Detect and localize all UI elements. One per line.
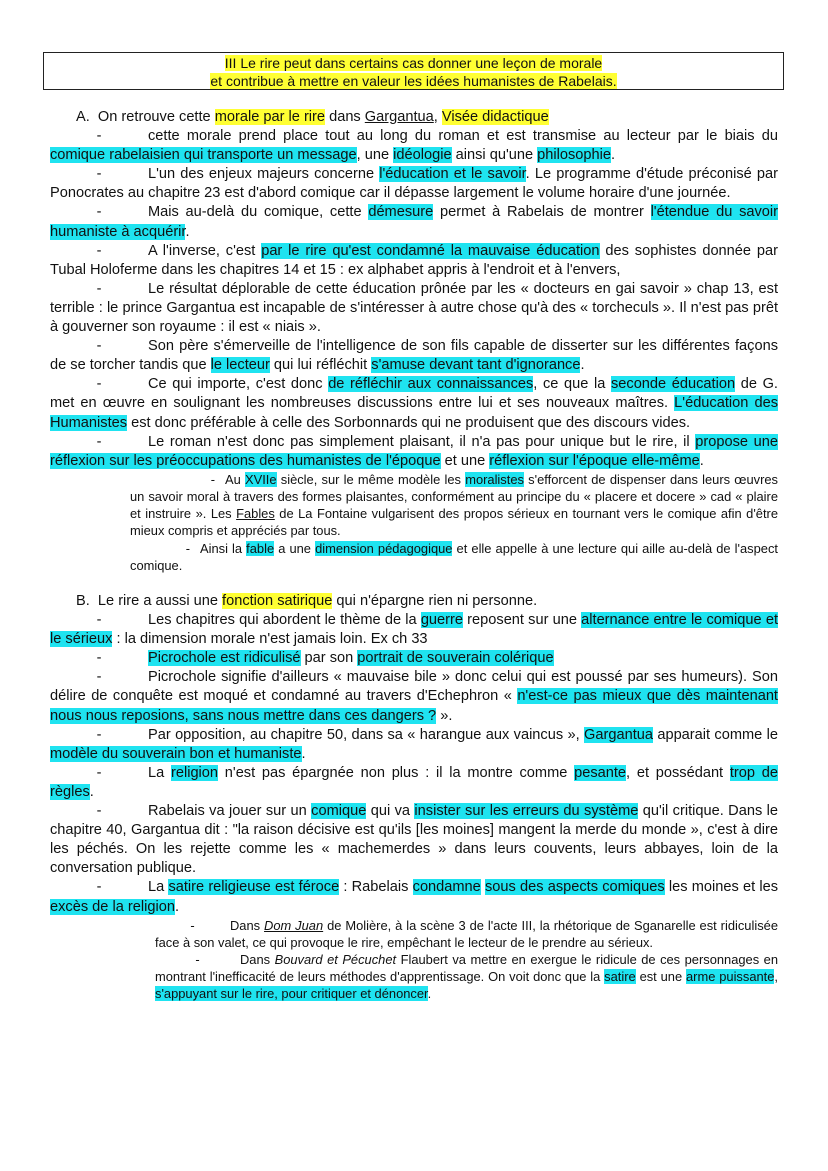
paragraph-a7: - Ce qui importe, c'est donc de réfléchir aux connaissances, ce que la seconde éducation de G. met en œuvre en soulignant les nombreuses discussions entre lui et ses nouveaux maîtres. L'éducation des Humanistes est donc préférable à celle des Sorbonnards qui ne produisent que des discours vides. <box>50 376 779 431</box>
section-title-box <box>43 52 784 90</box>
document-body <box>50 108 778 1003</box>
paragraph-a2: - L'un des enjeux majeurs concerne l'éducation et le savoir. Le programme d'étude préconisé par Ponocrates au chapitre 23 est d'abord comique car il dépasse largement le volume horaire d'une journée. <box>50 166 779 202</box>
paragraph-b4: - Par opposition, au chapitre 50, dans sa « harangue aux vaincus », Gargantua apparait comme le modèle du souverain bon et humaniste. <box>50 726 778 762</box>
subnote-a2: - Ainsi la fable a une dimension pédagogique et elle appelle à une lecture qui aille au-delà de l'aspect comique. <box>130 540 778 573</box>
paragraph-a1: - cette morale prend place tout au long du roman et est transmise au lecteur par le biais du comique rabelaisien qui transporte un message, une idéologie ainsi qu'une philosophie. <box>50 128 778 164</box>
paragraph-a8: - Le roman n'est donc pas simplement plaisant, il n'a pas pour unique but le rire, il propose une réflexion sur les préoccupations des humanistes de l'époque et une réflexion sur l'époque elle-même. <box>50 433 778 469</box>
paragraph-b1: - Les chapitres qui abordent le thème de la guerre reposent sur une alternance entre le comique et le sérieux : la dimension morale n'est jamais loin. Ex ch 33 <box>50 612 778 648</box>
section-b-heading: B. Le rire a aussi une fonction satirique qui n'épargne rien ni personne. <box>76 593 538 609</box>
paragraph-b6: - Rabelais va jouer sur un comique qui va insister sur les erreurs du système qu'il critique. Dans le chapitre 40, Gargantua dit : "la raison décisive est qu'ils [les moines] mangent la merde du monde », c'est à dire les péchés. On les rejette comme les « machemerdes » dans leurs couvents, leurs abbayes, loin de la conversation publique. <box>50 803 778 877</box>
paragraph-b2: - Picrochole est ridiculisé par son portrait de souverain colérique <box>96 650 554 667</box>
paragraph-a5: - Le résultat déplorable de cette éducation prônée par les « docteurs en gai savoir » chap 13, est terrible : le prince Gargantua est incapable de s'intéresser à autre chose qu'à des « torcheculs ». Il n'est pas prêt à gouverner son royaume : il est « niais ». <box>50 280 778 336</box>
paragraph-b3: - Picrochole signifie d'ailleurs « mauvaise bile » donc celui qui est poussé par ses humeurs). Son délire de conquête est moqué et condamné au travers d'Echephron « n'est-ce pas mieux que dès maintenant nous nous reposions, sans nous mettre dans ces dangers ? ». <box>50 669 778 724</box>
subnote-b2: - Dans Bouvard et Pécuchet Flaubert va mettre en exergue le ridicule de ces personnages en montrant l'inefficacité de leurs méthodes d'apprentissage. On voit donc que la satire est une arme puissante, s'appuyant sur le rire, pour critiquer et dénoncer. <box>155 952 779 1002</box>
paragraph-a6: - Son père s'émerveille de l'intelligence de son fils capable de disserter sur les différentes façons de se torcher tandis que le lecteur qui lui réfléchit s'amuse devant tant d'ignorance. <box>50 338 778 374</box>
paragraph-a4: - A l'inverse, c'est par le rire qu'est condamné la mauvaise éducation des sophistes donnée par Tubal Holoferme dans les chapitres 14 et 15 : ex alphabet appris à l'endroit et à l'envers, <box>50 242 778 278</box>
title-line-1: III Le rire peut dans certains cas donner une leçon de morale <box>224 55 603 71</box>
title-line-2: et contribue à mettre en valeur les idées humanistes de Rabelais. <box>210 73 617 89</box>
paragraph-b7: - La satire religieuse est féroce : Rabelais condamne sous des aspects comiques les moines et les excès de la religion. <box>50 879 779 915</box>
subnote-b1: - Dans Dom Juan de Molière, à la scène 3 de l'acte III, la rhétorique de Sganarelle est ridiculisée face à son valet, ce qui provoque le rire, empêchant le lecteur de le prendre au sérieux. <box>155 917 778 950</box>
subnote-a1: - Au XVIIe siècle, sur le même modèle les moralistes s'efforcent de dispenser dans leurs œuvres un savoir moral à travers des formes plaisantes, conformément au principe du « placere et docere » cad « plaire et instruire ». Les Fables de La Fontaine vulgarisent des propos sérieux en tournant vers le comique afin d'être mieux compris et appréciés par tous. <box>130 471 778 539</box>
section-a-heading: A. On retrouve cette morale par le rire dans Gargantua, Visée didactique <box>76 109 549 125</box>
paragraph-b5: - La religion n'est pas épargnée non plus : il la montre comme pesante, et possédant trop de règles. <box>50 764 778 800</box>
paragraph-a3: - Mais au-delà du comique, cette démesure permet à Rabelais de montrer l'étendue du savoir humaniste à acquérir. <box>50 204 778 240</box>
